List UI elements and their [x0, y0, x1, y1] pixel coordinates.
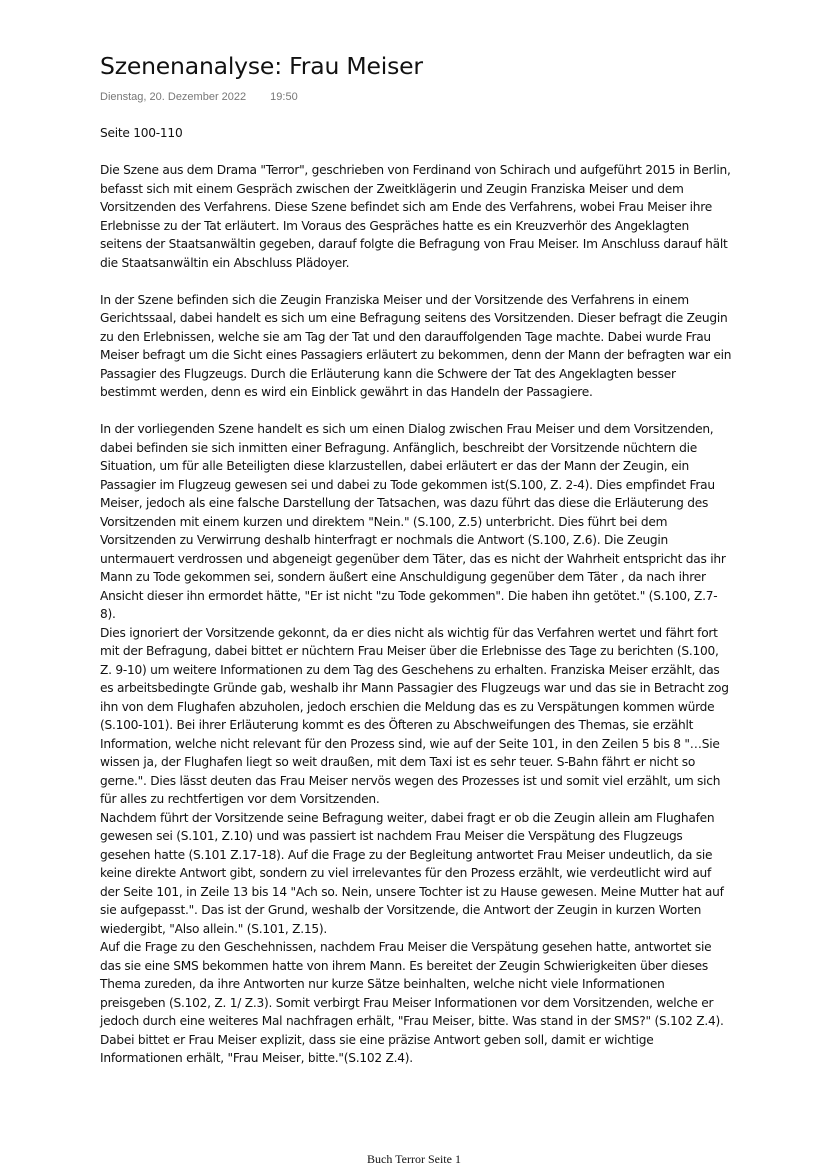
page-body	[100, 124, 732, 1068]
page-reference: Seite 100-110	[100, 126, 183, 140]
page-date: Dienstag, 20. Dezember 2022	[100, 91, 247, 103]
page-title: Szenenanalyse: Frau Meiser	[100, 52, 423, 80]
paragraph-sms: Auf die Frage zu den Geschehnissen, nachdem Frau Meiser die Verspätung gesehen hatte, antwortet sie das sie eine SMS bekommen hatte von ihrem Mann. Es bereitet der Zeugin Schwierigkeiten über dieses Thema zureden, da ihre Antworten nur kurze Sätze beinhalten, welche nicht viele Informationen preisgeben (S.102, Z. 1/ Z.3). Somit verbirgt Frau Meiser Informationen vor dem Vorsitzenden, welche er jedoch durch eine weiteres Mal nachfragen erhält, "Frau Meiser, bitte. Was stand in der SMS?" (S.102 Z.4). Dabei bittet er Frau Meiser explizit, dass sie eine präzise Antwort geben soll, damit er wichtige Informationen erhält, "Frau Meiser, bitte."(S.102 Z.4).	[100, 940, 724, 1065]
paragraph-dialog-start: In der vorliegenden Szene handelt es sich um einen Dialog zwischen Frau Meiser und dem Vorsitzenden, dabei befinden sie sich inmitten einer Befragung. Anfänglich, beschreibt der Vorsitzende nüchtern die Situation, um für alle Beteiligten diese klarzustellen, dabei erläutert er das der Mann der Zeugin, ein Passagier im Flugzeug gewesen sei und dabei zu Tode gekommen ist(S.100, Z. 2-4). Dies empfindet Frau Meiser, jedoch als eine falsche Darstellung der Tatsachen, was dazu führt das diese die Erläuterung des Vorsitzenden mit einem kurzen und direktem "Nein." (S.100, Z.5) unterbricht. Dies führt bei dem Vorsitzenden zu Verwirrung deshalb hinterfragt er nochmals die Antwort (S.100, Z.6). Die Zeugin untermauert verdrossen und abgeneigt gegenüber dem Täter, das es nicht der Wahrheit entspricht das ihr Mann zu Tode gekommen sei, sondern äußert eine Anschuldigung gegenüber dem Täter , da nach ihrer Ansicht dieser ihn ermordet hätte, "Er ist nicht "zu Tode gekommen". Die haben ihn getötet." (S.100, Z.7-8).	[100, 422, 726, 621]
paragraph-airport: Nachdem führt der Vorsitzende seine Befragung weiter, dabei fragt er ob die Zeugin allein am Flughafen gewesen sei (S.101, Z.10) und was passiert ist nachdem Frau Meiser die Verspätung des Flugzeugs gesehen hatte (S.101 Z.17-18). Auf die Frage zu der Begleitung antwortet Frau Meiser undeutlich, da sie keine direkte Antwort gibt, sondern zu viel irrelevantes für den Prozess erzählt, wie verdeutlicht wird auf der Seite 101, in Zeile 13 bis 14 "Ach so. Nein, unsere Tochter ist zu Hause gewesen. Meine Mutter hat auf sie aufgepasst.". Das ist der Grund, weshalb der Vorsitzende, die Antwort der Zeugin in kurzen Worten wiedergibt, "Also allein." (S.101, Z.15).	[100, 810, 724, 936]
paragraph-intro: Die Szene aus dem Drama "Terror", geschrieben von Ferdinand von Schirach und aufgeführt 2015 in Berlin, befasst sich mit einem Gespräch zwischen der Zweitklägerin und Zeugin Franziska Meiser und dem Vorsitzenden des Verfahrens. Diese Szene befindet sich am Ende des Verfahrens, wobei Frau Meiser ihre Erlebnisse zu der Tat erläutert. Im Voraus des Gespräches hatte es ein Kreuzverhör des Angeklagten seitens der Staatsanwältin gegeben, darauf folgte die Befragung von Frau Meiser. Im Anschluss darauf hält die Staatsanwältin ein Abschluss Plädoyer.	[100, 163, 731, 270]
page-metadata	[100, 91, 298, 103]
paragraph-questioning: Dies ignoriert der Vorsitzende gekonnt, da er dies nicht als wichtig für das Verfahren wertet und fährt fort mit der Befragung, dabei bittet er nüchtern Frau Meiser über die Erlebnisse des Tage zu berichten (S.100, Z. 9-10) um weitere Informationen zu dem Tag des Geschehens zu erhalten. Franziska Meiser erzählt, das es arbeitsbedingte Gründe gab, weshalb ihr Mann Passagier des Flugzeugs war und das sie in Betracht zog ihn von dem Flughafen abzuholen, jedoch erschien die Meldung das es zu Verspätungen kommen würde (S.100-101). Bei ihrer Erläuterung kommt es des Öfteren zu Abschweifungen des Themas, sie erzählt Information, welche nicht relevant für den Prozess sind, wie auf der Seite 101, in den Zeilen 5 bis 8 "…Sie wissen ja, der Flughafen liegt so weit draußen, mit dem Taxi ist es sehr teuer. S-Bahn fährt er nicht so gerne.". Dies lässt deuten das Frau Meiser nervös wegen des Prozesses ist und somit viel erzählt, um sich für alles zu rechtfertigen vor dem Vorsitzenden.	[100, 625, 729, 806]
page-footer: Buch Terror Seite 1	[367, 1152, 461, 1166]
page-time: 19:50	[270, 91, 298, 103]
paragraph-setting: In der Szene befinden sich die Zeugin Franziska Meiser und der Vorsitzende des Verfahrens in einem Gerichtssaal, dabei handelt es sich um eine Befragung seitens des Vorsitzenden. Dieser befragt die Zeugin zu den Erlebnissen, welche sie am Tag der Tat und den darauffolgenden Tage machte. Dabei wurde Frau Meiser befragt um die Sicht eines Passagiers erläutert zu bekommen, denn der Mann der befragten war ein Passagier des Flugzeugs. Durch die Erläuterung kann die Schwere der Tat des Angeklagten besser bestimmt werden, denn es wird ein Einblick gewährt in das Handeln der Passagiere.	[100, 292, 732, 399]
